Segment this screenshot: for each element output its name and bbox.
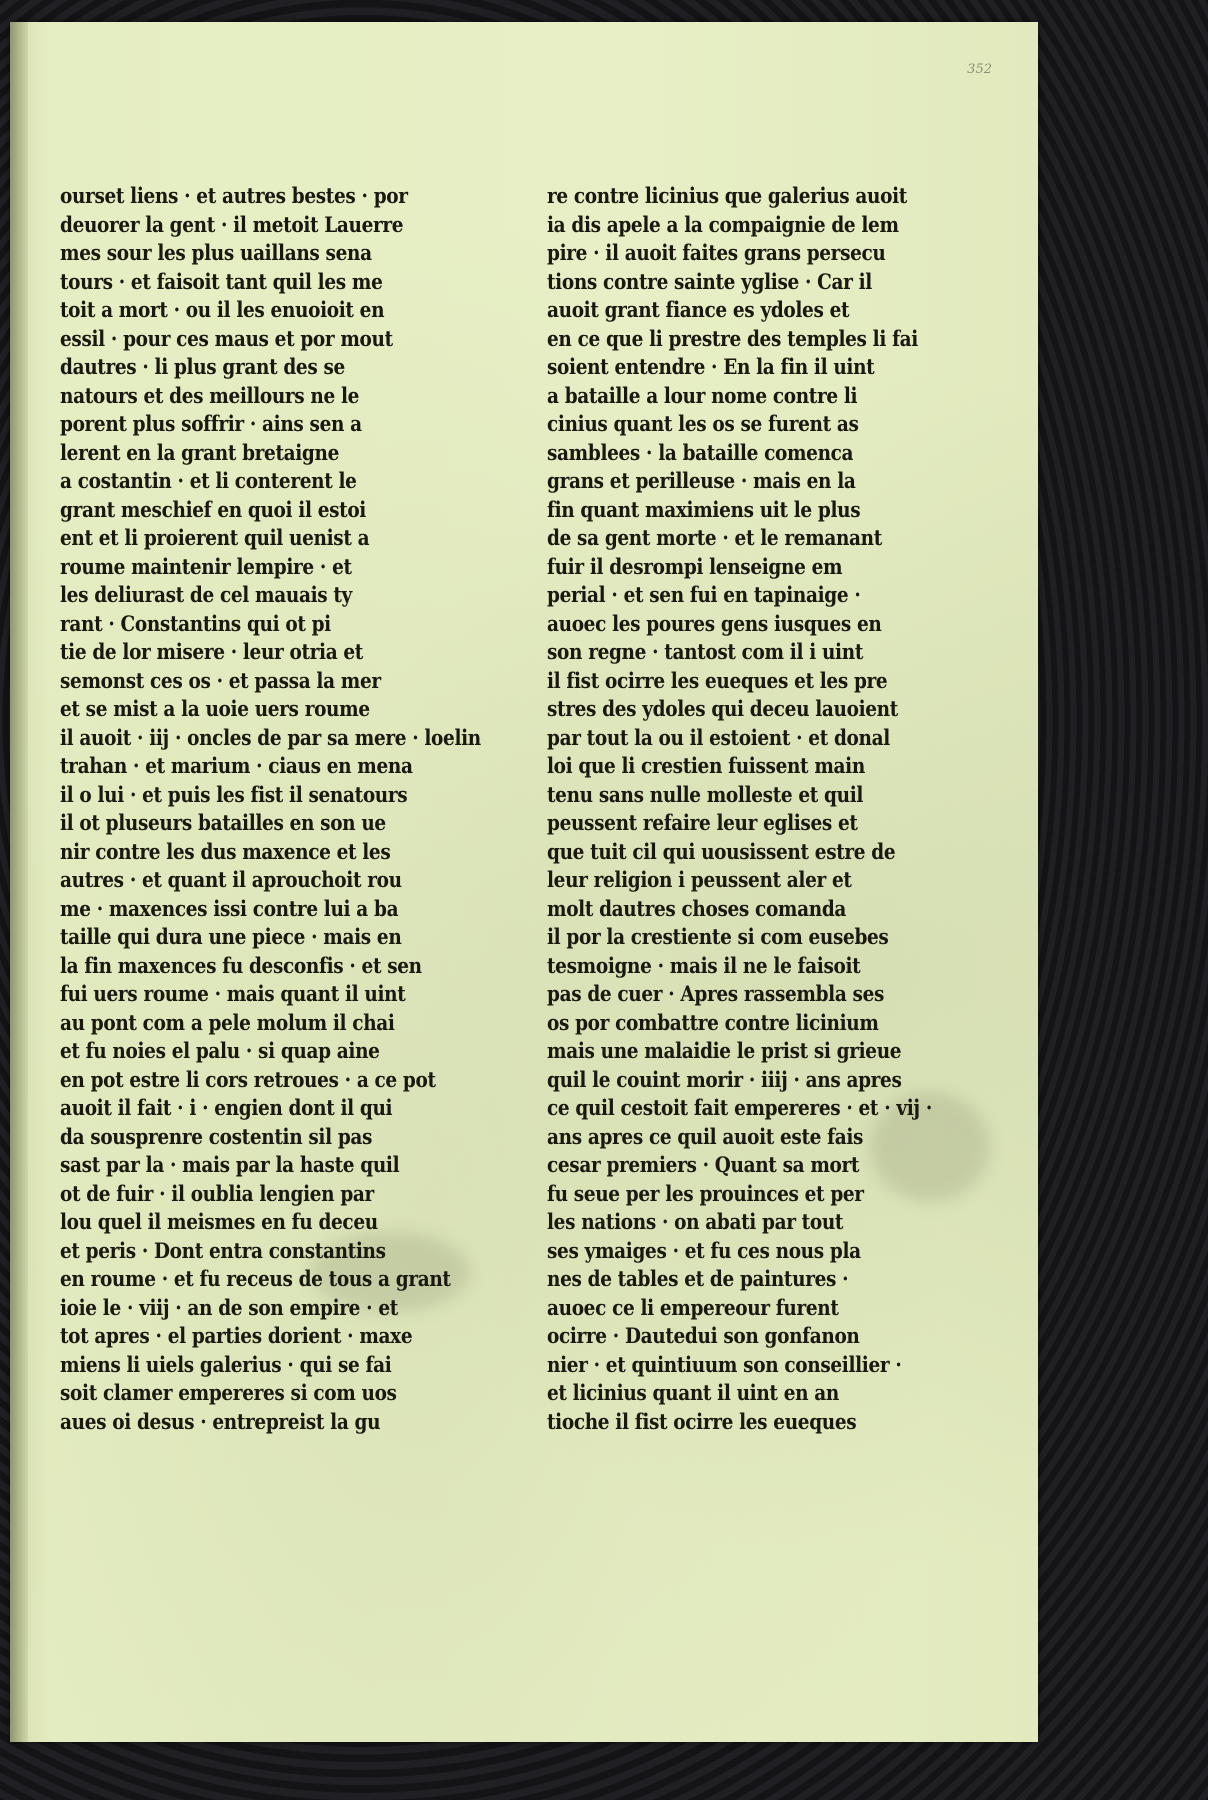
manuscript-line: natours et des meillours ne le [60,382,360,408]
manuscript-line: essil · pour ces maus et por mout [60,325,393,351]
manuscript-line: tions contre sainte yglise · Car il [547,268,872,294]
manuscript-line: nes de tables et de paintures · [547,1266,849,1291]
manuscript-line: autres · et quant il aprouchoit rou [60,867,402,892]
manuscript-line: fin quant maximiens uit le plus [547,496,861,522]
manuscript-line: tenu sans nulle molleste et quil [547,781,864,807]
binding-gutter [10,22,28,1742]
manuscript-page [10,22,1038,1742]
manuscript-line: a costantin · et li conterent le [60,468,357,493]
manuscript-line: soit clamer empereres si com uos [60,1380,397,1405]
manuscript-line: peussent refaire leur eglises et [547,810,858,835]
manuscript-line: loi que li crestien fuissent main [547,753,865,778]
manuscript-line: nir contre les dus maxence et les [60,838,391,864]
manuscript-line: ce quil cestoit fait empereres · et · vij · [547,1095,932,1120]
manuscript-line: auoit il fait · i · engien dont il qui [60,1095,393,1120]
manuscript-line: fu seue per les prouinces et per [547,1180,864,1206]
manuscript-line: la fin maxences fu desconfis · et sen [60,952,422,978]
manuscript-line: os por combattre contre licinium [547,1009,879,1035]
manuscript-line: au pont com a pele molum il chai [60,1009,395,1035]
manuscript-line: ocirre · Dautedui son gonfanon [547,1323,860,1348]
manuscript-line: auoec les poures gens iusques en [547,610,882,636]
manuscript-line: ioie le · viij · an de son empire · et [60,1294,398,1320]
manuscript-line: re contre licinius que galerius auoit [547,183,907,208]
manuscript-line: aues oi desus · entrepreist la gu [60,1408,381,1434]
manuscript-line: il fist ocirre les eueques et les pre [547,667,888,693]
manuscript-line: en ce que li prestre des temples li fai [547,325,918,351]
manuscript-line: grans et perilleuse · mais en la [547,468,856,493]
manuscript-line: il ot pluseurs batailles en son ue [60,810,386,835]
right-text-column [547,182,977,1436]
manuscript-line: les nations · on abati par tout [547,1209,844,1234]
manuscript-line: en pot estre li cors retroues · a ce pot [60,1066,436,1092]
manuscript-line: auoec ce li empereour furent [547,1294,839,1320]
manuscript-line: cinius quant les os se furent as [547,411,859,436]
manuscript-line: semonst ces os · et passa la mer [60,667,381,693]
manuscript-line: nier · et quintiuum son conseillier · [547,1351,902,1377]
folio-number: 352 [967,62,992,77]
manuscript-line: lerent en la grant bretaigne [60,439,339,465]
manuscript-line: pire · il auoit faites grans persecu [547,240,886,265]
manuscript-line: tesmoigne · mais il ne le faisoit [547,952,861,978]
manuscript-line: tioche il fist ocirre les eueques [547,1408,857,1434]
manuscript-line: miens li uiels galerius · qui se fai [60,1351,392,1377]
manuscript-line: fui uers roume · mais quant il uint [60,981,406,1006]
manuscript-line: il por la crestiente si com eusebes [547,924,889,949]
manuscript-line: il o lui · et puis les fist il senatours [60,781,408,807]
manuscript-line: toit a mort · ou il les enuoioit en [60,297,385,322]
manuscript-line: taille qui dura une piece · mais en [60,924,402,949]
manuscript-line: molt dautres choses comanda [547,895,847,921]
manuscript-line: pas de cuer · Apres rassembla ses [547,981,885,1006]
manuscript-line: lou quel il meismes en fu deceu [60,1209,378,1234]
manuscript-line: ourset liens · et autres bestes · por [60,183,408,208]
manuscript-line: ses ymaiges · et fu ces nous pla [547,1237,861,1263]
manuscript-line: les deliurast de cel mauais ty [60,582,352,607]
manuscript-line: leur religion i peussent aler et [547,867,852,892]
manuscript-line: tie de lor misere · leur otria et [60,639,364,664]
manuscript-line: perial · et sen fui en tapinaige · [547,582,861,607]
manuscript-line: ot de fuir · il oublia lengien par [60,1180,374,1206]
manuscript-line: ans apres ce quil auoit este fais [547,1123,864,1149]
manuscript-line: par tout la ou il estoient · et donal [547,724,890,750]
manuscript-line: cesar premiers · Quant sa mort [547,1152,860,1177]
manuscript-line: me · maxences issi contre lui a ba [60,895,399,921]
manuscript-line: mes sour les plus uaillans sena [60,240,372,265]
manuscript-line: grant meschief en quoi il estoi [60,496,366,522]
manuscript-line: mais une malaidie le prist si grieue [547,1038,902,1063]
manuscript-line: trahan · et marium · ciaus en mena [60,753,413,778]
manuscript-line: et fu noies el palu · si quap aine [60,1038,380,1063]
manuscript-line: et licinius quant il uint en an [547,1380,839,1405]
manuscript-line: stres des ydoles qui deceu lauoient [547,696,898,721]
manuscript-line: quil le couint morir · iiij · ans apres [547,1066,902,1092]
manuscript-line: ia dis apele a la compaignie de lem [547,211,899,237]
manuscript-line: son regne · tantost com il i uint [547,639,864,664]
manuscript-line: samblees · la bataille comenca [547,439,854,465]
manuscript-line: que tuit cil qui uousissent estre de [547,838,896,864]
manuscript-line: il auoit · iij · oncles de par sa mere · loelin [60,724,481,750]
manuscript-line: auoit grant fiance es ydoles et [547,297,850,322]
manuscript-line: rant · Constantins qui ot pi [60,610,331,636]
manuscript-line: et peris · Dont entra constantins [60,1237,386,1263]
left-text-column [60,182,490,1436]
manuscript-line: fuir il desrompi lenseigne em [547,553,843,579]
manuscript-line: sast par la · mais par la haste quil [60,1152,400,1177]
manuscript-line: tot apres · el parties dorient · maxe [60,1323,413,1348]
manuscript-line: deuorer la gent · il metoit Lauerre [60,211,404,237]
manuscript-line: porent plus soffrir · ains sen a [60,411,362,436]
manuscript-line: soient entendre · En la fin il uint [547,354,875,379]
manuscript-line: roume maintenir lempire · et [60,553,352,579]
manuscript-line: et se mist a la uoie uers roume [60,696,370,721]
manuscript-line: da sousprenre costentin sil pas [60,1123,373,1149]
manuscript-line: dautres · li plus grant des se [60,354,345,379]
manuscript-line: tours · et faisoit tant quil les me [60,268,383,294]
manuscript-line: ent et li proierent quil uenist a [60,525,370,550]
manuscript-line: en roume · et fu receus de tous a grant [60,1266,451,1291]
manuscript-line: de sa gent morte · et le remanant [547,525,882,550]
manuscript-line: a bataille a lour nome contre li [547,382,858,408]
